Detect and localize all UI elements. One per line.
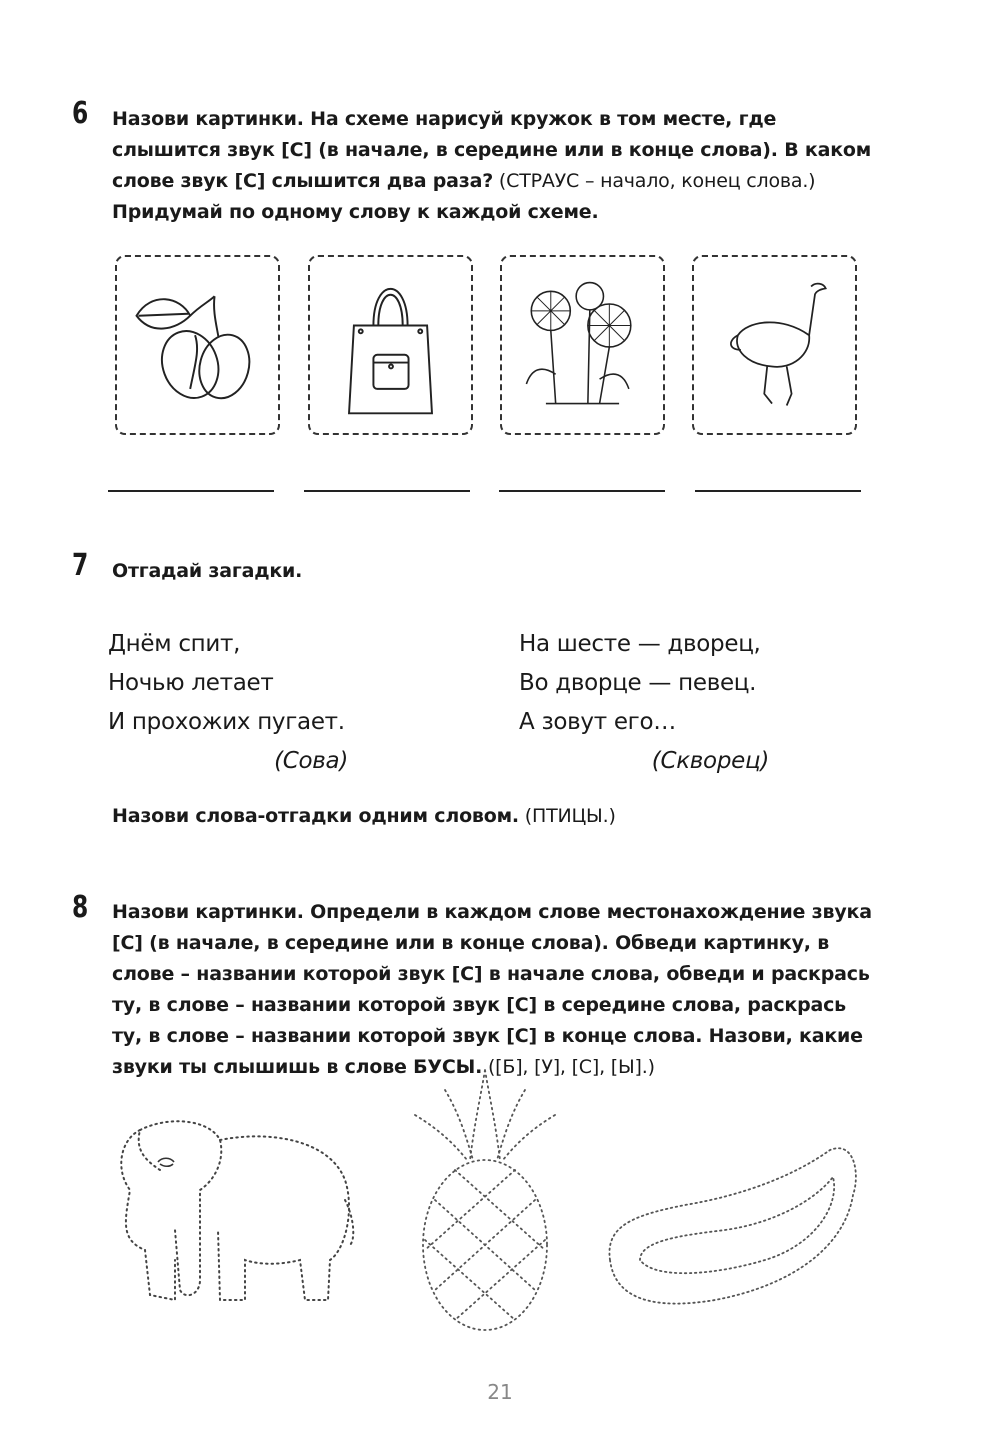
task-7-question-answer: (ПТИЦЫ.): [518, 805, 616, 827]
task-6-instruction: Назови картинки. На схеме нарисуй кружок в том месте, где слышится звук [С] (в начале, в середине или в конце слова). В каком слове звук [С] слышится два раза?: [112, 108, 872, 192]
riddle-starling-line-2: Во дворце — певец.: [519, 670, 757, 696]
task-6-hint: (СТРАУС – начало, конец слова.): [493, 170, 816, 192]
plum-picture-frame[interactable]: [115, 255, 280, 435]
task-8-answer: ([Б], [У], [С], [Ы].): [482, 1056, 655, 1078]
task-7-number: 7: [72, 548, 89, 583]
task-6-text: [112, 104, 872, 228]
elephant-icon[interactable]: [100, 1110, 360, 1320]
riddle-owl-answer: (Сова): [274, 748, 348, 774]
answer-line-2[interactable]: [304, 490, 470, 492]
task-7-question-text: Назови слова-отгадки одним словом.: [112, 805, 519, 827]
riddle-starling: [519, 625, 769, 781]
pineapple-icon[interactable]: [395, 1060, 575, 1335]
bag-picture-frame[interactable]: [308, 255, 473, 435]
ostrich-icon: [694, 257, 855, 433]
riddle-owl: [108, 625, 348, 781]
answer-line-1[interactable]: [108, 490, 274, 492]
riddle-owl-line-3: И прохожих пугает.: [108, 709, 345, 735]
plum-icon: [117, 257, 278, 433]
task-7-question: [112, 805, 616, 827]
riddle-starling-answer: (Скворец): [651, 748, 769, 774]
task-6-number: 6: [72, 96, 89, 131]
task-6-instruction-2: Придумай по одному слову к каждой схеме.: [112, 201, 599, 223]
riddle-owl-line-1: Днём спит,: [108, 631, 241, 657]
task-8-number: 8: [72, 890, 89, 925]
task-8-instruction: Назови картинки. Определи в каждом слове местонахождение звука [С] (в начале, в середине или в конце слова). Обведи картинку, в слове – названии которой звук [С] в начале слова, обведи и раскрась ту, в слове – названии которой звук [С] в середине слова, раскрась ту, в слове – названии которой звук [С] в конце слова. Назови, какие звуки ты слышишь в слове БУСЫ.: [112, 901, 872, 1078]
riddle-starling-line-1: На шесте — дворец,: [519, 631, 761, 657]
bag-icon: [310, 257, 471, 433]
riddle-starling-line-3: А зовут его…: [519, 709, 676, 735]
aster-picture-frame[interactable]: [500, 255, 665, 435]
aster-flower-icon: [502, 257, 663, 433]
beads-icon[interactable]: [595, 1135, 865, 1325]
page-number: 21: [487, 1380, 513, 1404]
riddle-owl-line-2: Ночью летает: [108, 670, 274, 696]
answer-line-4[interactable]: [695, 490, 861, 492]
answer-line-3[interactable]: [499, 490, 665, 492]
task-8-text: [112, 897, 872, 1083]
ostrich-picture-frame[interactable]: [692, 255, 857, 435]
task-7-title: Отгадай загадки.: [112, 560, 303, 582]
